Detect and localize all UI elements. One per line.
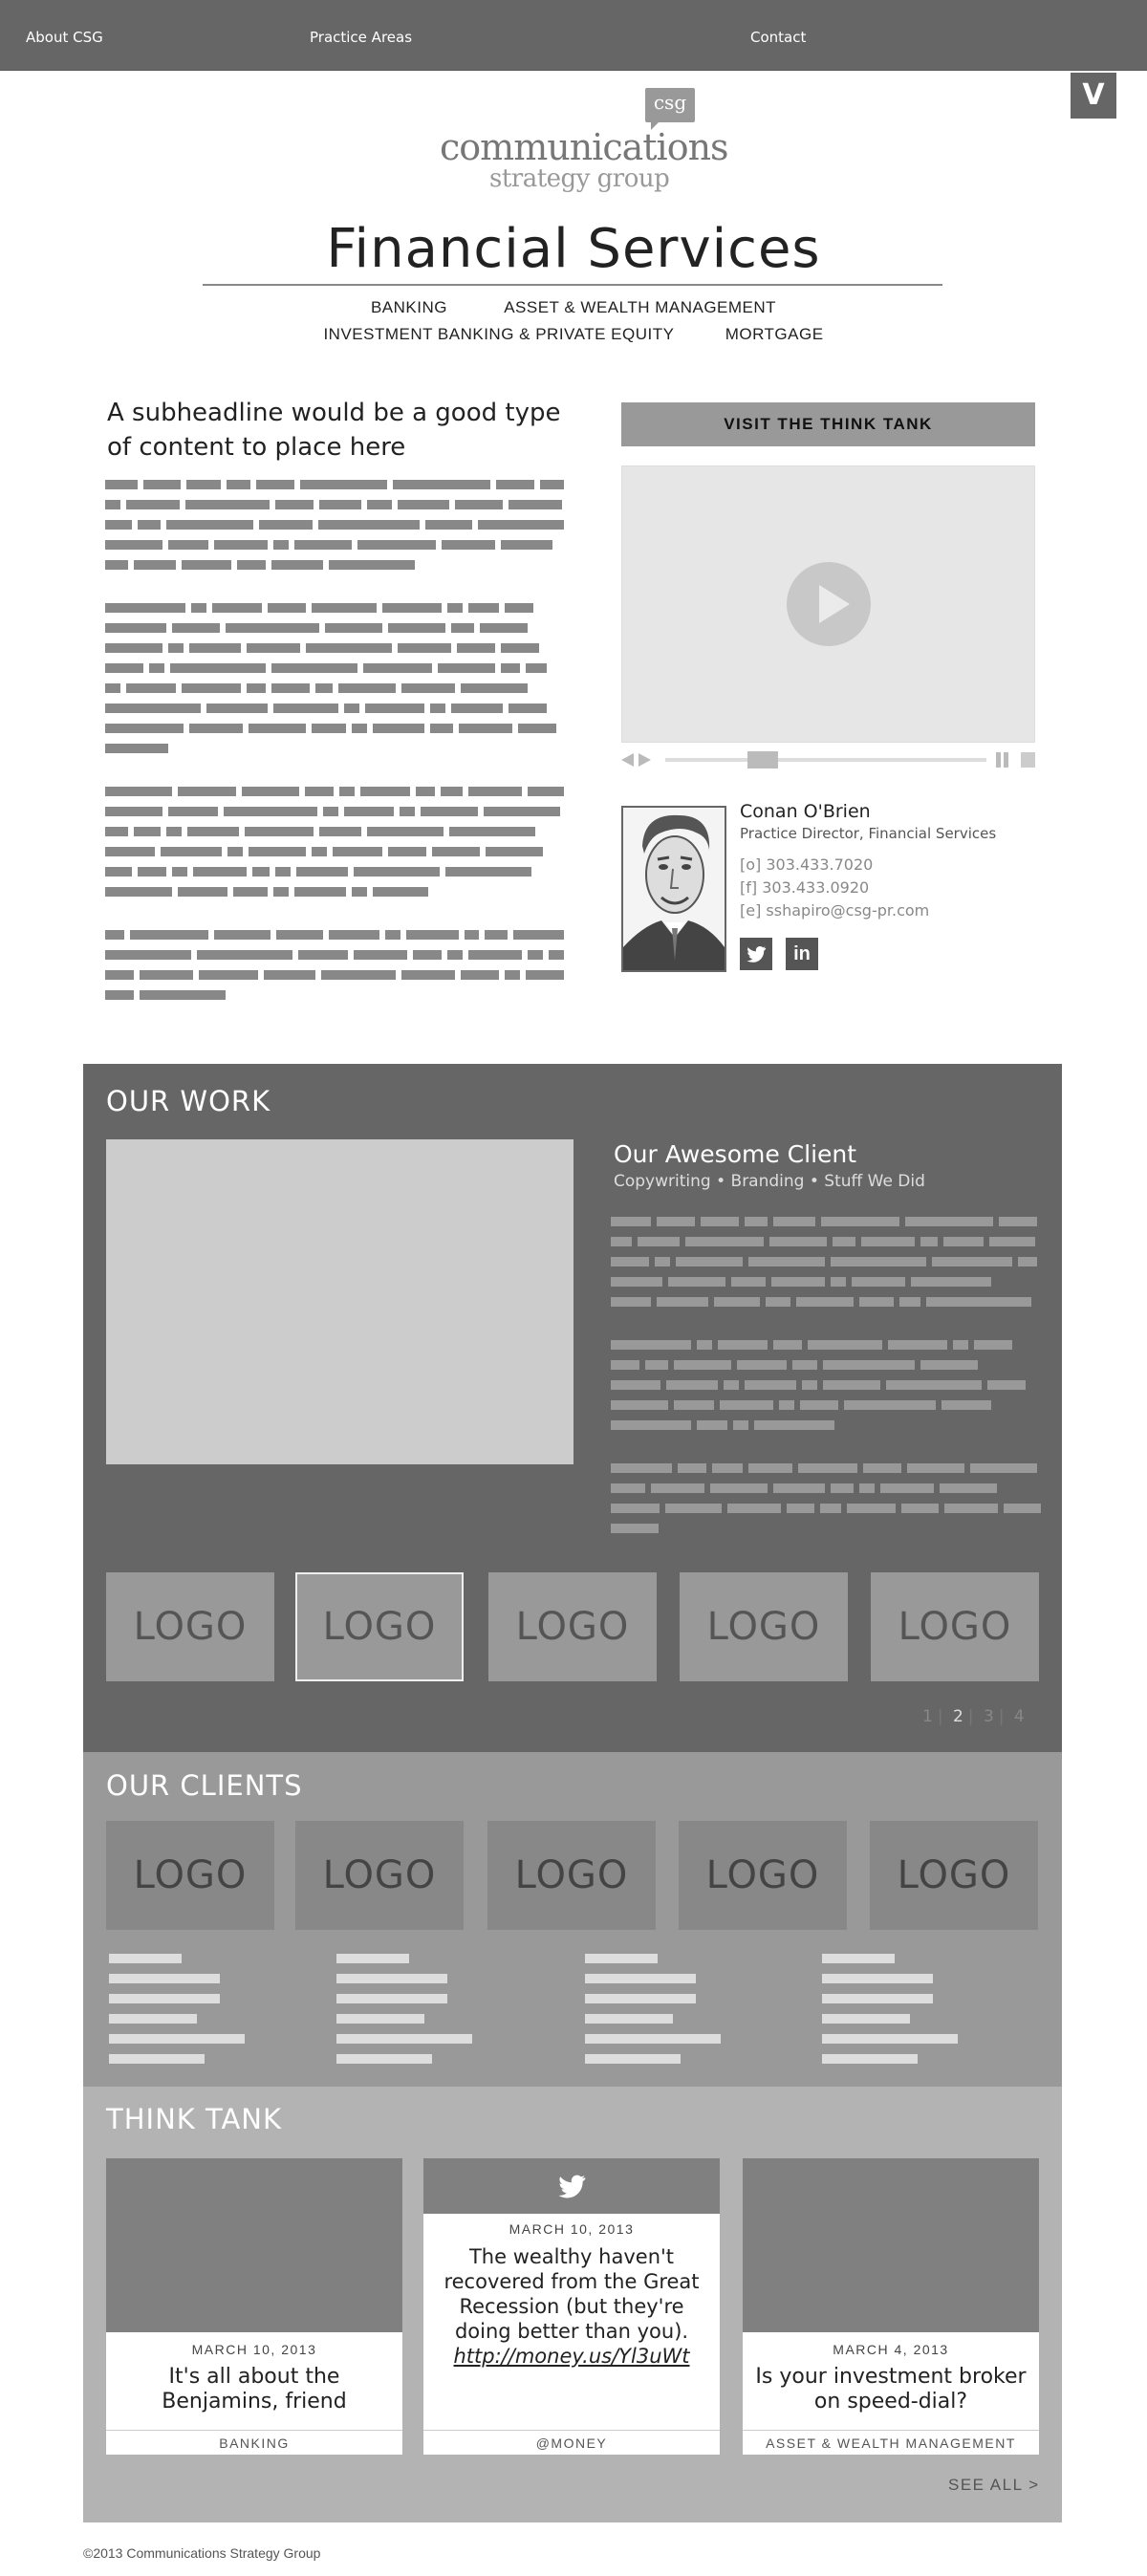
card-image (106, 2158, 402, 2332)
sub-nav-row-1 (0, 298, 1147, 317)
client-logo-1[interactable]: LOGO (106, 1821, 274, 1930)
logo-tag: csg (645, 88, 695, 122)
menu-toggle-button[interactable]: V (1071, 73, 1116, 119)
think-card-tweet[interactable] (423, 2158, 720, 2455)
twitter-bird-icon (555, 2170, 588, 2202)
page-title: Financial Services (326, 218, 821, 280)
contact-office-phone[interactable]: [o] 303.433.7020 (740, 855, 874, 874)
subnav-asset-wealth[interactable]: ASSET & WEALTH MANAGEMENT (504, 298, 777, 316)
tweet-header (423, 2158, 720, 2214)
client-logo-3[interactable]: LOGO (487, 1821, 656, 1930)
video-controls (621, 749, 1035, 770)
tweet-body: The wealthy haven't recovered from the Great Recession (but they're doing better than you). (444, 2245, 700, 2343)
contact-portrait (621, 806, 726, 972)
next-icon[interactable] (638, 753, 651, 767)
subnav-investment-banking[interactable]: INVESTMENT BANKING & PRIVATE EQUITY (323, 325, 675, 343)
subnav-mortgage[interactable]: MORTGAGE (725, 325, 824, 343)
top-nav (0, 0, 1147, 71)
sub-nav-row-2 (0, 325, 1147, 344)
think-tank-heading: THINK TANK (106, 2103, 283, 2135)
client-list-2 (336, 1954, 472, 2074)
pause-icon[interactable] (996, 752, 1001, 768)
work-pager: 1 | 2 | 3 | 4 (922, 1707, 1025, 1726)
fullscreen-icon[interactable] (1021, 752, 1035, 768)
visit-think-tank-button[interactable]: VISIT THE THINK TANK (621, 402, 1035, 446)
nav-about-link[interactable]: About CSG (26, 29, 103, 46)
client-list-1 (109, 1954, 245, 2074)
pager-page-1[interactable]: 1 (922, 1707, 933, 1726)
pager-page-2-current[interactable]: 2 (952, 1707, 963, 1726)
card-handle[interactable]: @MONEY (423, 2430, 720, 2455)
logo-line-2: strategy group (489, 164, 670, 193)
video-progress-track[interactable] (665, 758, 986, 762)
card-title[interactable]: It's all about the Benjamins, friend (162, 2365, 347, 2414)
work-logo-4[interactable]: LOGO (680, 1572, 848, 1681)
pager-page-3[interactable]: 3 (983, 1707, 994, 1726)
play-icon[interactable] (787, 562, 871, 646)
work-logo-3[interactable]: LOGO (488, 1572, 657, 1681)
pager-page-4[interactable]: 4 (1013, 1707, 1025, 1726)
work-feature-image (106, 1139, 574, 1464)
work-client-subtitle: Copywriting • Branding • Stuff We Did (614, 1172, 925, 1191)
logo-line-1: communications (440, 126, 728, 168)
card-category[interactable]: ASSET & WEALTH MANAGEMENT (743, 2430, 1039, 2455)
footer-copyright: ©2013 Communications Strategy Group (83, 2545, 321, 2561)
card-category[interactable]: BANKING (106, 2430, 402, 2455)
subheadline: A subheadline would be a good type of content to place here (107, 399, 561, 462)
card-date: MARCH 4, 2013 (833, 2342, 949, 2357)
subnav-banking[interactable]: BANKING (370, 298, 447, 316)
card-title[interactable]: Is your investment broker on speed-dial? (755, 2365, 1027, 2414)
work-logo-1[interactable]: LOGO (106, 1572, 274, 1681)
contact-role: Practice Director, Financial Services (740, 825, 997, 842)
tweet-link[interactable]: http://money.us/Yl3uWt (453, 2345, 690, 2368)
think-card-3[interactable] (743, 2158, 1039, 2455)
our-clients-section (83, 1752, 1062, 2087)
our-work-heading: OUR WORK (106, 1085, 271, 1117)
video-player[interactable] (621, 465, 1035, 743)
client-list-4 (822, 1954, 958, 2074)
think-tank-section (83, 2087, 1062, 2522)
card-date: MARCH 10, 2013 (509, 2221, 635, 2237)
work-description-placeholder (611, 1217, 1041, 1544)
title-divider (203, 284, 942, 286)
video-scrubber-handle[interactable] (747, 751, 778, 768)
card-date: MARCH 10, 2013 (191, 2342, 317, 2357)
think-card-1[interactable] (106, 2158, 402, 2455)
client-logo-4[interactable]: LOGO (679, 1821, 847, 1930)
work-logo-5[interactable]: LOGO (871, 1572, 1039, 1681)
nav-practice-areas-link[interactable]: Practice Areas (310, 29, 413, 46)
client-list-3 (585, 1954, 721, 2074)
work-logo-2-selected[interactable]: LOGO (295, 1572, 464, 1681)
our-clients-heading: OUR CLIENTS (106, 1769, 303, 1802)
previous-icon[interactable] (621, 753, 634, 767)
work-client-title: Our Awesome Client (614, 1140, 857, 1168)
see-all-link[interactable]: SEE ALL > (948, 2476, 1040, 2494)
twitter-icon[interactable] (740, 938, 772, 970)
nav-contact-link[interactable]: Contact (750, 29, 807, 46)
csg-logo[interactable] (440, 88, 728, 193)
client-logo-5[interactable]: LOGO (870, 1821, 1038, 1930)
card-image (743, 2158, 1039, 2332)
tweet-text (433, 2244, 710, 2369)
linkedin-icon[interactable]: in (786, 938, 818, 970)
body-copy-placeholder (105, 480, 564, 1010)
our-work-section (83, 1064, 1062, 1752)
client-logo-2[interactable]: LOGO (295, 1821, 464, 1930)
contact-fax: [f] 303.433.0920 (740, 878, 870, 897)
contact-email[interactable]: [e] sshapiro@csg-pr.com (740, 901, 930, 920)
contact-name: Conan O'Brien (740, 801, 871, 822)
